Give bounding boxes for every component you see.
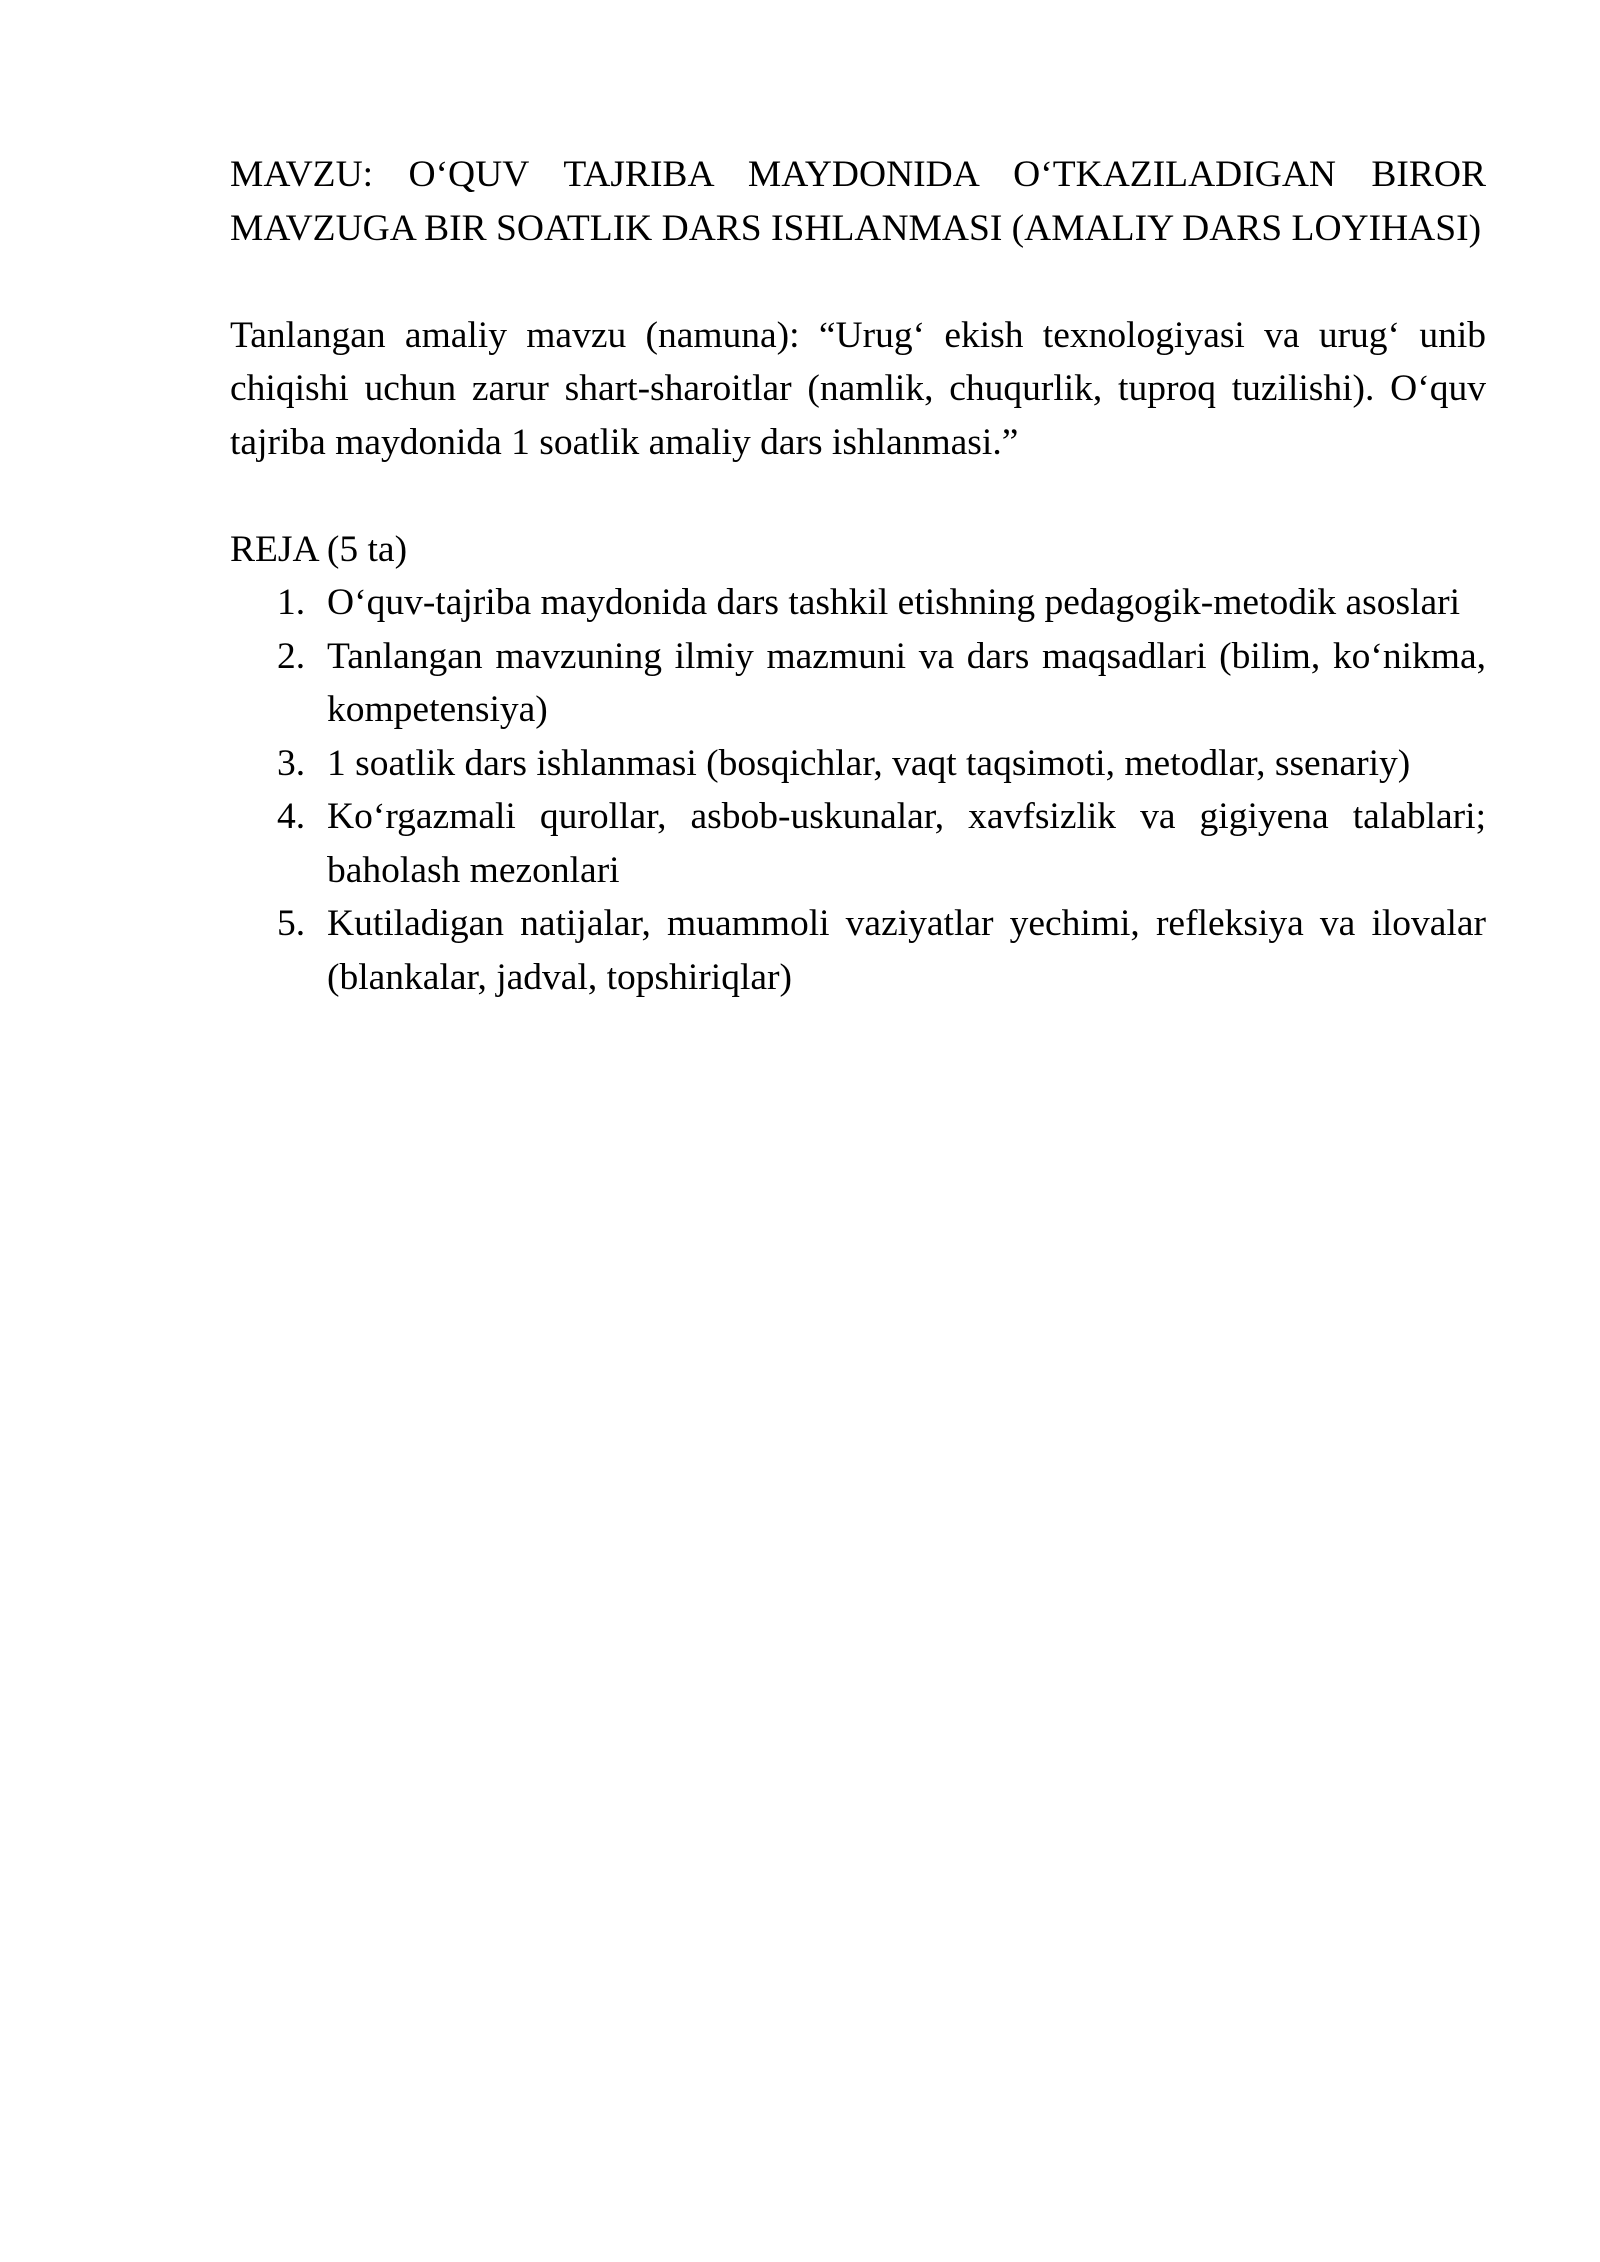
- document-page: [230, 148, 1486, 1004]
- plan-item: [230, 737, 1486, 791]
- plan-item-number: 3.: [277, 742, 306, 784]
- plan-heading: REJA (5 ta): [230, 528, 408, 570]
- plan-list: [230, 576, 1486, 1004]
- plan-item-number: 2.: [277, 635, 306, 677]
- plan-item: [230, 576, 1486, 630]
- selected-topic: Tanlangan amaliy mavzu (namuna): “Urug‘ ekish texnologiyasi va urug‘ unib chiqishi uchun zarur shart-sharoitlar (namlik, chuqurlik, tuproq tuzilishi). O‘quv tajriba maydonida 1 soatlik amaliy dars ishlanmasi.”: [230, 314, 1486, 463]
- plan-item-text: Ko‘rgazmali qurollar, asbob-uskunalar, xavfsizlik va gigiyena talablari; baholash mezonlari: [327, 796, 1486, 891]
- plan-item: [230, 630, 1486, 737]
- plan-item: [230, 790, 1486, 897]
- plan-item: [230, 897, 1486, 1004]
- plan-item-text: O‘quv-tajriba maydonida dars tashkil etishning pedagogik-metodik asoslari: [327, 582, 1461, 623]
- plan-item-text: Tanlangan mavzuning ilmiy mazmuni va dars maqsadlari (bilim, ko‘nikma, kompetensiya): [327, 635, 1486, 730]
- plan-item-number: 5.: [277, 903, 306, 944]
- plan-item-text: 1 soatlik dars ishlanmasi (bosqichlar, vaqt taqsimoti, metodlar, ssenariy): [327, 742, 1411, 784]
- plan-item-number: 1.: [277, 582, 306, 623]
- plan-item-text: Kutiladigan natijalar, muammoli vaziyatlar yechimi, refleksiya va ilovalar (blankalar, jadval, topshiriqlar): [327, 903, 1486, 998]
- document-title: MAVZU: O‘QUV TAJRIBA MAYDONIDA O‘TKAZILADIGAN BIROR MAVZUGA BIR SOATLIK DARS ISHLANMASI (AMALIY DARS LOYIHASI): [230, 154, 1486, 249]
- plan-item-number: 4.: [277, 796, 306, 837]
